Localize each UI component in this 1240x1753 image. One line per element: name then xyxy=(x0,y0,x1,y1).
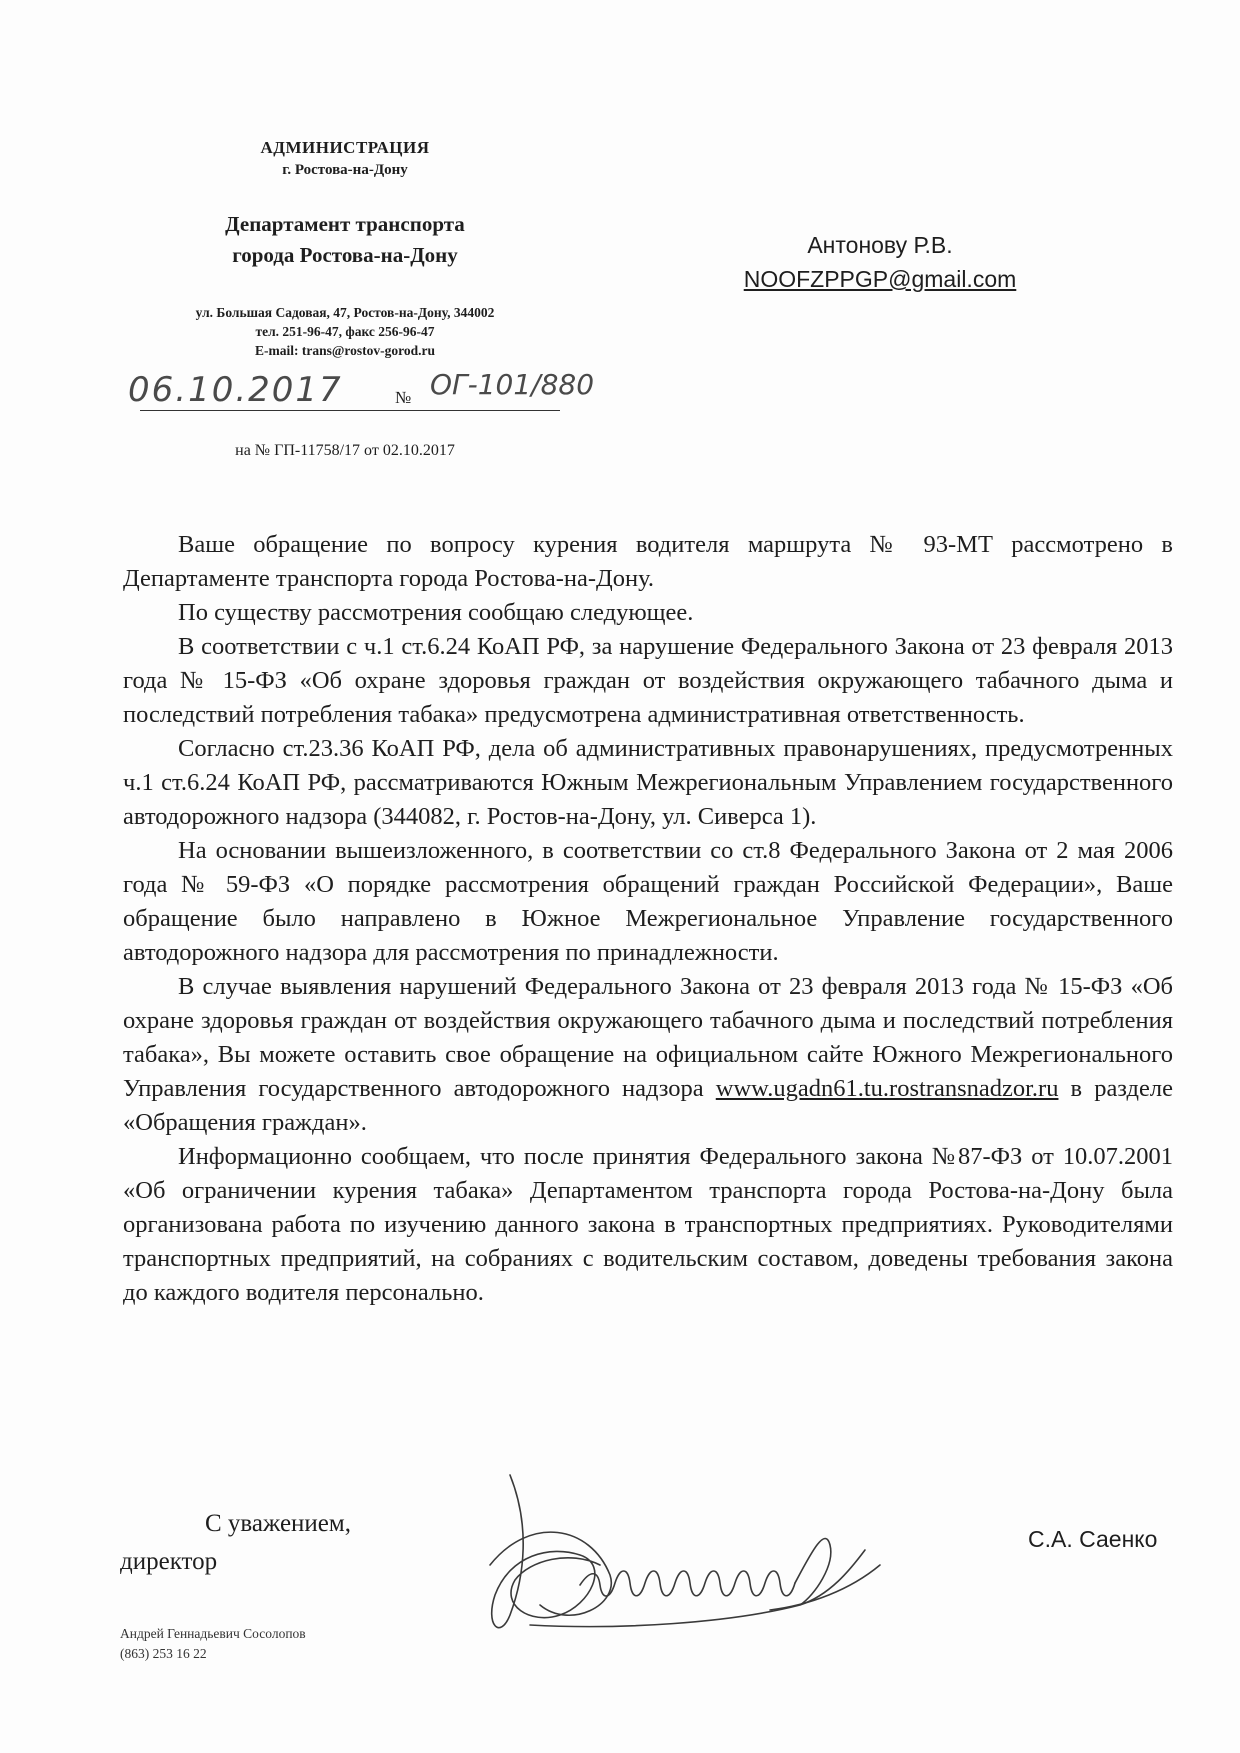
website-link[interactable]: www.ugadn61.tu.rostransnadzor.ru xyxy=(715,1075,1059,1102)
signer-position: директор xyxy=(120,1548,218,1575)
date-underline xyxy=(140,410,390,411)
addressee-block xyxy=(700,228,1060,296)
handwritten-signature xyxy=(470,1455,890,1655)
handwritten-number: ОГ-101/880 xyxy=(430,368,595,401)
body-paragraph-5: На основании вышеизложенного, в соответствии со ст.8 Федерального Закона от 2 мая 2006 года № 59-ФЗ «О порядке рассмотрения обращений граждан Российской Федерации», Ваше обращение было направлено в Южное Межрегиональное Управление государственного автодорожного надзора для рассмотрения по принадлежности. xyxy=(123,837,1173,966)
body-paragraph-4: Согласно ст.23.36 КоАП РФ, дела об административных правонарушениях, предусмотренных ч.1 ст.6.24 КоАП РФ, рассматриваются Южным Межрегиональным Управлением государственного автодорожного надзора (344082, г. Ростов-на-Дону, ул. Сиверса 1). xyxy=(123,735,1173,830)
signer-name: С.А. Саенко xyxy=(1028,1526,1158,1552)
letterhead-address: ул. Большая Садовая, 47, Ростов-на-Дону, 344002 xyxy=(195,305,495,320)
letterhead-admin: АДМИНИСТРАЦИЯ xyxy=(260,138,430,157)
letterhead-phone: тел. 251-96-47, факс 256-96-47 xyxy=(255,324,435,339)
body-paragraph-6-tail: в разделе «Обращения граждан». xyxy=(123,1075,1173,1136)
letter-body xyxy=(123,528,1173,1310)
reference-number: на № ГП-11758/17 от 02.10.2017 xyxy=(235,442,455,459)
letterhead-email: E-mail: trans@rostov-gorod.ru xyxy=(254,343,436,358)
number-underline xyxy=(390,410,560,411)
body-paragraph-6 xyxy=(123,970,1173,1140)
letterhead-department-line2: города Ростова-на-Дону xyxy=(232,243,458,267)
handwritten-date: 06.10.2017 xyxy=(128,370,343,410)
body-paragraph-6-text: В случае выявления нарушений Федерального Закона от 23 февраля 2013 года № 15-ФЗ «Об охране здоровья граждан от воздействия окружающего табачного дыма и последствий потребления табака», Вы можете оставить свое обращение на официальном сайте Южного Межрегионального Управления государственного автодорожного надзора xyxy=(123,973,1173,1102)
closing-regards: С уважением, xyxy=(205,1510,351,1537)
addressee-name: Антонову Р.В. xyxy=(807,232,953,258)
executor-name: Андрей Геннадьевич Сосолопов xyxy=(120,1626,306,1641)
body-paragraph-3: В соответствии с ч.1 ст.6.24 КоАП РФ, за нарушение Федерального Закона от 23 февраля 2013 года № 15-ФЗ «Об охране здоровья граждан от воздействия окружающего табачного дыма и последствий потребления табака» предусмотрена административная ответственность. xyxy=(123,633,1173,728)
body-paragraph-1: Ваше обращение по вопросу курения водителя маршрута № 93-МТ рассмотрено в Департаменте транспорта города Ростова-на-Дону. xyxy=(123,531,1173,592)
executor-block xyxy=(120,1624,306,1664)
letterhead-department-line1: Департамент транспорта xyxy=(225,212,465,236)
letterhead-contacts xyxy=(135,303,555,360)
body-paragraph-2: По существу рассмотрения сообщаю следующее. xyxy=(178,599,694,626)
executor-phone: (863) 253 16 22 xyxy=(120,1646,207,1661)
number-label: № xyxy=(395,388,412,407)
body-paragraph-7: Информационно сообщаем, что после принятия Федерального закона №87-ФЗ от 10.07.2001 «Об ограничении курения табака» Департаментом транспорта города Ростова-на-Дону была организована работа по изучению данного закона в транспортных предприятиях. Руководителями транспортных предприятий, на собраниях с водительским составом, доведены требования закона до каждого водителя персонально. xyxy=(123,1143,1173,1306)
letterhead-city: г. Ростова-на-Дону xyxy=(282,162,408,178)
addressee-email: NOOFZPPGP@gmail.com xyxy=(743,266,1017,292)
